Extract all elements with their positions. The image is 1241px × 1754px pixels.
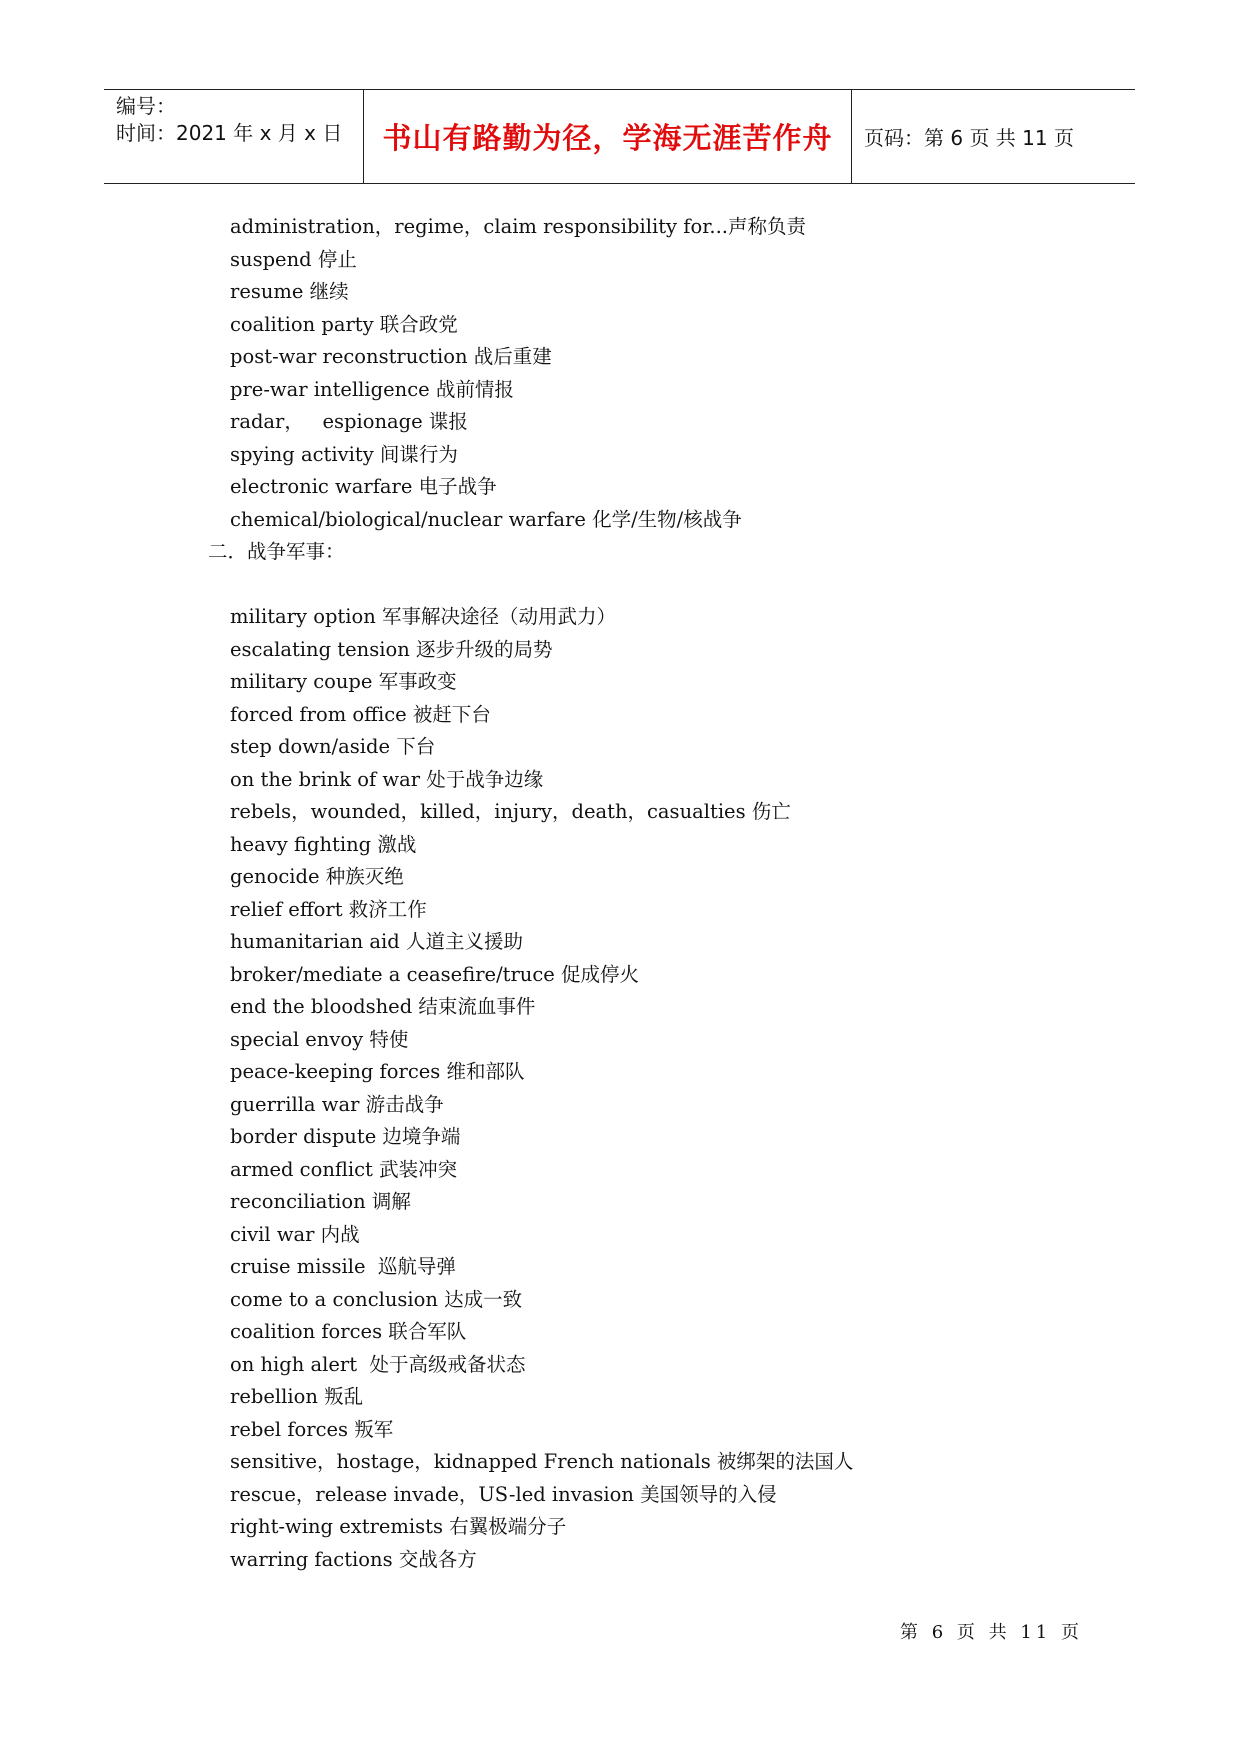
list-item: peace-keeping forces 维和部队: [230, 1060, 525, 1083]
list-item: forced from office 被赶下台: [230, 702, 491, 726]
list-item: coalition forces 联合军队: [230, 1320, 467, 1343]
list-item: coalition party 联合政党: [230, 312, 458, 336]
list-item: rebels，wounded，killed，injury，death，casualties 伤亡: [230, 800, 791, 823]
list-item: humanitarian aid 人道主义援助: [230, 930, 523, 953]
list-item: armed conflict 武装冲突: [230, 1157, 458, 1181]
list-item: genocide 种族灭绝: [230, 865, 404, 888]
list-item: administration，regime，claim responsibility for...声称负责: [230, 215, 806, 238]
vocabulary-list: [208, 211, 1090, 1576]
page-header: [104, 89, 1135, 184]
list-item: relief effort 救济工作: [230, 897, 427, 921]
list-item: sensitive，hostage，kidnapped French nationals 被绑架的法国人: [230, 1450, 854, 1473]
list-item: step down/aside 下台: [230, 735, 436, 758]
header-meta: [104, 90, 364, 183]
list-item: special envoy 特使: [230, 1027, 409, 1051]
page-footer: 第 6 页 共 11 页: [900, 1622, 1083, 1643]
list-item: suspend 停止: [230, 247, 357, 271]
list-item: border dispute 边境争端: [230, 1125, 461, 1148]
time-label: 时间：2021 年 x 月 x 日: [116, 121, 343, 145]
list-item: warring factions 交战各方: [230, 1547, 477, 1571]
list-item: pre-war intelligence 战前情报: [230, 377, 514, 401]
list-item: end the bloodshed 结束流血事件: [230, 995, 536, 1018]
header-motto: 书山有路勤为径，学海无涯苦作舟: [364, 90, 852, 183]
list-item: radar， espionage 谍报: [230, 410, 468, 433]
list-item: rebellion 叛乱: [230, 1385, 364, 1408]
list-item: civil war 内战: [230, 1222, 360, 1246]
list-item: military coupe 军事政变: [230, 670, 457, 693]
list-item: electronic warfare 电子战争: [230, 475, 497, 498]
section-title: 二．战争军事：: [208, 540, 345, 563]
list-item: escalating tension 逐步升级的局势: [230, 637, 553, 661]
list-item: on the brink of war 处于战争边缘: [230, 767, 544, 791]
list-item: rebel forces 叛军: [230, 1417, 394, 1441]
list-item: guerrilla war 游击战争: [230, 1092, 444, 1116]
list-item: come to a conclusion 达成一致: [230, 1287, 523, 1311]
list-item: reconciliation 调解: [230, 1190, 411, 1213]
list-item: on high alert 处于高级戒备状态: [230, 1352, 526, 1376]
list-item: spying activity 间谍行为: [230, 442, 458, 466]
list-item: military option 军事解决途径（动用武力）: [230, 605, 616, 628]
list-item: rescue，release invade，US-led invasion 美国领导的入侵: [230, 1482, 777, 1506]
list-item: broker/mediate a ceasefire/truce 促成停火: [230, 962, 640, 986]
list-item: right-wing extremists 右翼极端分子: [230, 1515, 567, 1538]
list-item: heavy fighting 激战: [230, 832, 417, 856]
header-page-label: 页码：第 6 页 共 11 页: [864, 126, 1074, 150]
number-label: 编号：: [116, 94, 176, 118]
spacer: [230, 569, 1090, 602]
list-item: chemical/biological/nuclear warfare 化学/生物/核战争: [230, 507, 742, 531]
list-item: resume 继续: [230, 280, 349, 303]
list-item: post-war reconstruction 战后重建: [230, 345, 552, 368]
list-item: cruise missile 巡航导弹: [230, 1255, 456, 1278]
